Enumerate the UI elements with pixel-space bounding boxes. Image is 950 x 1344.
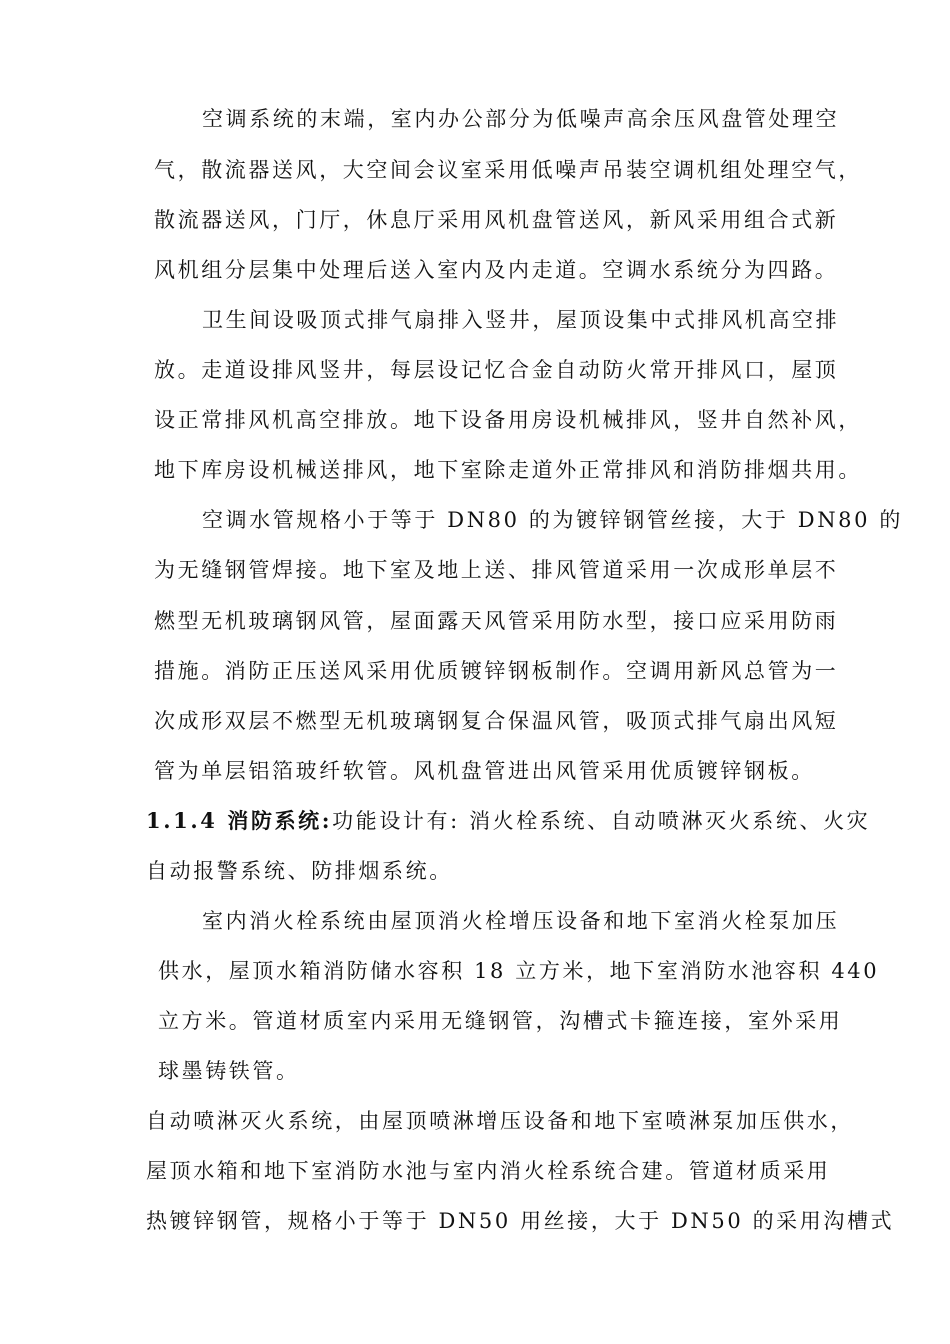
paragraph-3-line-3: 燃型无机玻璃钢风管，屋面露天风管采用防水型，接口应采用防雨 bbox=[154, 609, 839, 633]
paragraph-6-line-2: 屋顶水箱和地下室消防水池与室内消火栓系统合建。管道材质采用 bbox=[146, 1159, 831, 1183]
paragraph-5-line-4: 球墨铸铁管。 bbox=[158, 1059, 300, 1083]
paragraph-1-line-2: 气，散流器送风，大空间会议室采用低噪声吊装空调机组处理空气， bbox=[154, 158, 862, 182]
paragraph-1-line-3: 散流器送风，门厅，休息厅采用风机盘管送风，新风采用组合式新 bbox=[154, 208, 839, 232]
paragraph-2-line-2: 放。走道设排风竖井，每层设记忆合金自动防火常开排风口，屋顶 bbox=[154, 358, 839, 382]
paragraph-1-line-1: 空调系统的末端，室内办公部分为低噪声高余压风盘管处理空 bbox=[202, 107, 840, 131]
paragraph-3-line-5: 次成形双层不燃型无机玻璃钢复合保温风管，吸顶式排气扇出风短 bbox=[154, 709, 839, 733]
paragraph-6-line-1: 自动喷淋灭火系统，由屋顶喷淋增压设备和地下室喷淋泵加压供水， bbox=[146, 1109, 854, 1133]
paragraph-3-line-2: 为无缝钢管焊接。地下室及地上送、排风管道采用一次成形单层不 bbox=[154, 558, 839, 582]
paragraph-5-line-2: 供水，屋顶水箱消防储水容积 18 立方米，地下室消防水池容积 440 bbox=[158, 959, 880, 983]
paragraph-3-line-6: 管为单层铝箔玻纤软管。风机盘管进出风管采用优质镀锌钢板。 bbox=[154, 759, 815, 783]
paragraph-2-line-3: 设正常排风机高空排放。地下设备用房设机械排风，竖井自然补风， bbox=[154, 408, 862, 432]
paragraph-3-line-1: 空调水管规格小于等于 DN80 的为镀锌钢管丝接，大于 DN80 的 bbox=[202, 508, 903, 532]
paragraph-6-line-3: 热镀锌钢管，规格小于等于 DN50 用丝接，大于 DN50 的采用沟槽式 bbox=[146, 1209, 895, 1233]
section-line-2: 自动报警系统、防排烟系统。 bbox=[146, 859, 453, 883]
section-heading: 1.1.4 消防系统: bbox=[146, 808, 333, 833]
paragraph-1-line-4: 风机组分层集中处理后送入室内及内走道。空调水系统分为四路。 bbox=[154, 258, 839, 282]
paragraph-5-line-3: 立方米。管道材质室内采用无缝钢管，沟槽式卡箍连接，室外采用 bbox=[158, 1009, 843, 1033]
section-heading-line bbox=[146, 806, 870, 836]
paragraph-5-line-1: 室内消火栓系统由屋顶消火栓增压设备和地下室消火栓泵加压 bbox=[202, 909, 840, 933]
paragraph-3-line-4: 措施。消防正压送风采用优质镀锌钢板制作。空调用新风总管为一 bbox=[154, 659, 839, 683]
section-line-1: 功能设计有: 消火栓系统、自动喷淋灭火系统、火灾 bbox=[332, 809, 871, 833]
paragraph-2-line-1: 卫生间设吸顶式排气扇排入竖井，屋顶设集中式排风机高空排 bbox=[202, 308, 840, 332]
paragraph-2-line-4: 地下库房设机械送排风，地下室除走道外正常排风和消防排烟共用。 bbox=[154, 458, 862, 482]
